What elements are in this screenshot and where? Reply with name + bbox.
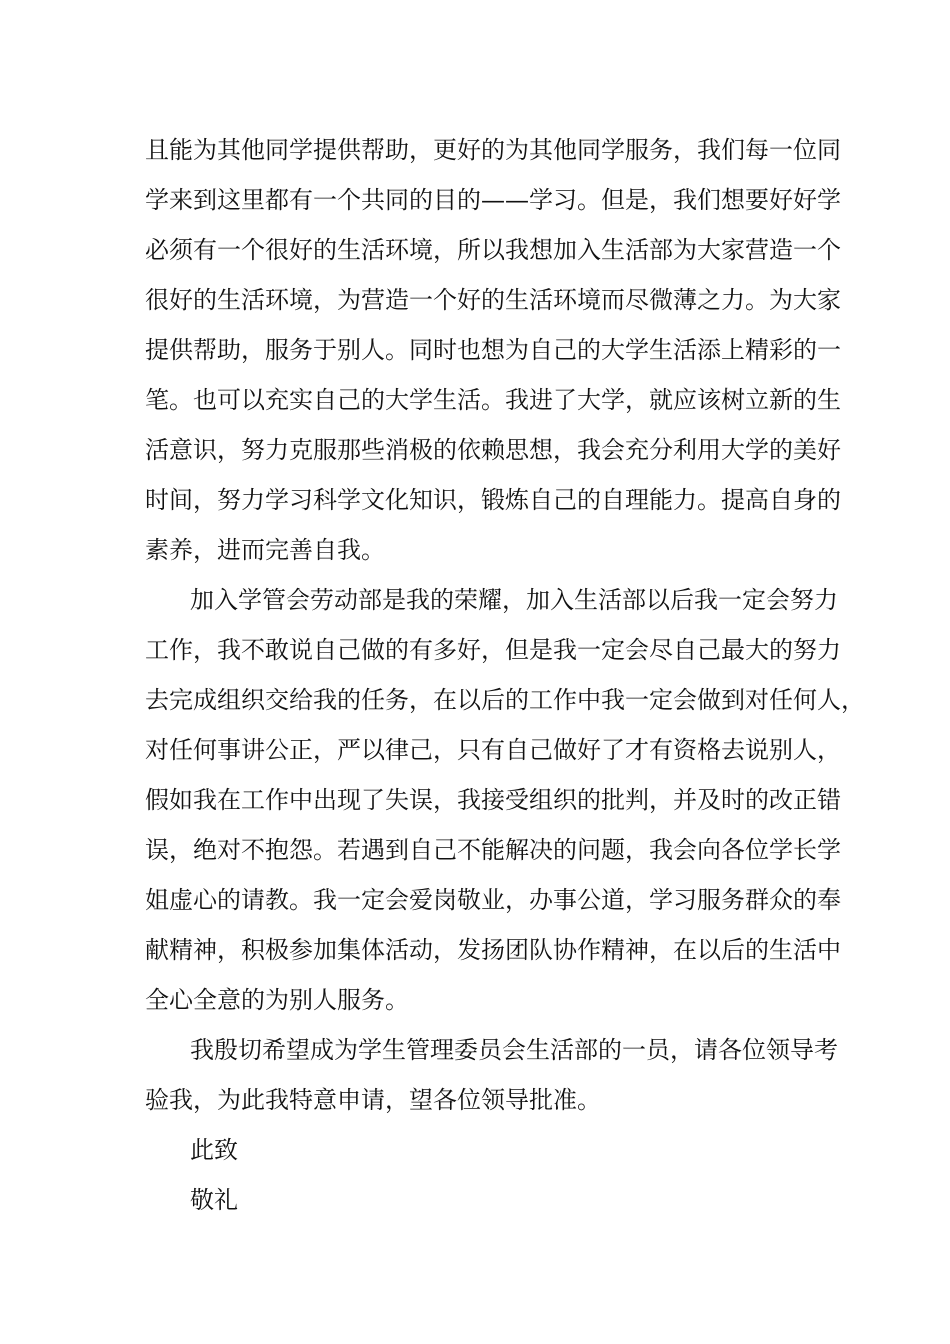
- paragraph-start-line: 加入学管会劳动部是我的荣耀，加入生活部以后我一定会努力: [190, 586, 838, 614]
- paragraph-start-line: 我殷切希望成为学生管理委员会生活部的一员，请各位领导考: [190, 1036, 838, 1064]
- text-line: 献精神，积极参加集体活动，发扬团队协作精神，在以后的生活中: [145, 936, 841, 964]
- text-line: 学来到这里都有一个共同的目的——学习。但是，我们想要好好学: [145, 186, 841, 214]
- text-line: 且能为其他同学提供帮助，更好的为其他同学服务，我们每一位同: [145, 136, 841, 164]
- closing-salutation: 此致: [190, 1136, 238, 1164]
- text-line: 验我，为此我特意申请，望各位领导批准。: [145, 1086, 601, 1114]
- text-line: 对任何事讲公正，严以律己，只有自己做好了才有资格去说别人，: [145, 736, 841, 764]
- closing-regards: 敬礼: [190, 1186, 238, 1214]
- text-line: 活意识，努力克服那些消极的依赖思想，我会充分利用大学的美好: [145, 436, 841, 464]
- text-line: 时间，努力学习科学文化知识，锻炼自己的自理能力。提高自身的: [145, 486, 841, 514]
- text-line: 很好的生活环境，为营造一个好的生活环境而尽微薄之力。为大家: [145, 286, 841, 314]
- text-line: 素养，进而完善自我。: [145, 536, 385, 564]
- text-line: 姐虚心的请教。我一定会爱岗敬业，办事公道，学习服务群众的奉: [145, 886, 841, 914]
- text-line: 误，绝对不抱怨。若遇到自己不能解决的问题，我会向各位学长学: [145, 836, 841, 864]
- text-line: 假如我在工作中出现了失误，我接受组织的批判，并及时的改正错: [145, 786, 841, 814]
- text-line: 全心全意的为别人服务。: [145, 986, 409, 1014]
- text-line: 必须有一个很好的生活环境，所以我想加入生活部为大家营造一个: [145, 236, 841, 264]
- text-line: 提供帮助，服务于别人。同时也想为自己的大学生活添上精彩的一: [145, 336, 841, 364]
- text-line: 去完成组织交给我的任务，在以后的工作中我一定会做到对任何人，: [145, 686, 865, 714]
- text-line: 工作，我不敢说自己做的有多好，但是我一定会尽自己最大的努力: [145, 636, 841, 664]
- text-line: 笔。也可以充实自己的大学生活。我进了大学，就应该树立新的生: [145, 386, 841, 414]
